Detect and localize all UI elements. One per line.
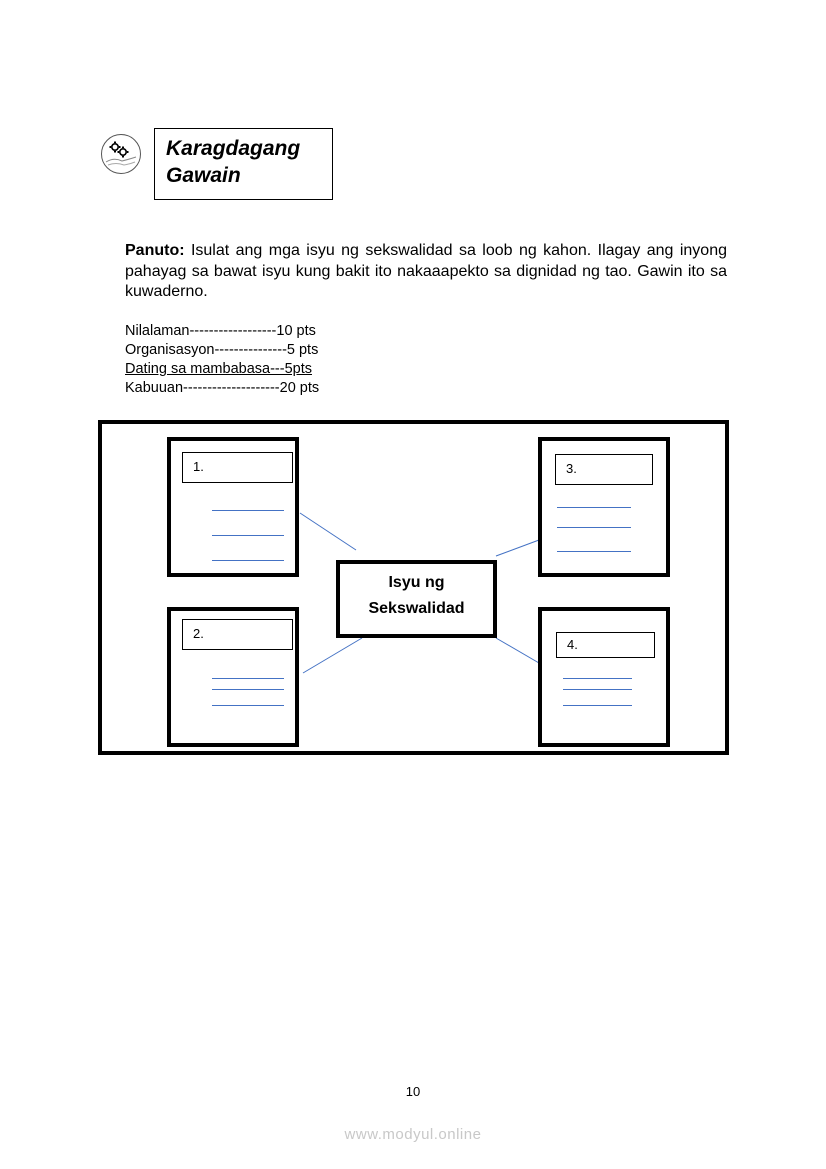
issue-label-box-1[interactable]: 1. <box>182 452 293 483</box>
center-topic-line1: Isyu ng <box>388 574 445 591</box>
answer-line <box>563 705 632 706</box>
answer-line <box>563 678 632 679</box>
issue-label-box-2[interactable]: 2. <box>182 619 293 650</box>
instructions-text: Isulat ang mga isyu ng sekswalidad sa loob ng kahon. Ilagay ang inyong pahayag sa bawat isyu kung bakit ito nakaaapekto sa dignidad ng tao. Gawin ito sa kuwaderno. <box>125 242 727 300</box>
watermark: www.modyul.online <box>344 1126 482 1143</box>
answer-line <box>212 560 284 561</box>
instructions <box>125 241 727 303</box>
center-topic-box <box>336 560 497 638</box>
answer-line <box>212 535 284 536</box>
instructions-label: Panuto: <box>125 242 185 259</box>
section-title-box <box>154 128 333 200</box>
rubric-item-organisasyon: Organisasyon---------------5 pts <box>125 342 319 358</box>
center-topic-line2: Sekswalidad <box>368 600 465 617</box>
answer-line <box>557 551 631 552</box>
answer-line <box>212 689 284 690</box>
page-number: 10 <box>405 1084 421 1099</box>
answer-line <box>557 507 631 508</box>
gears-hand-icon <box>101 134 141 174</box>
answer-line <box>212 678 284 679</box>
rubric-item-dating: Dating sa mambabasa---5pts <box>125 361 312 377</box>
issue-card-1 <box>167 437 299 577</box>
rubric-item-kabuuan: Kabuuan--------------------20 pts <box>125 380 320 396</box>
answer-line <box>557 527 631 528</box>
rubric <box>125 322 319 398</box>
issue-card-2 <box>167 607 299 747</box>
section-title-line1: Karagdagang <box>166 137 301 160</box>
issue-card-3 <box>538 437 670 577</box>
section-title-line2: Gawain <box>166 164 241 187</box>
answer-line <box>212 705 284 706</box>
issue-label-box-3[interactable]: 3. <box>555 454 653 485</box>
answer-line <box>563 689 632 690</box>
rubric-item-nilalaman: Nilalaman------------------10 pts <box>125 323 316 339</box>
issue-label-box-4[interactable]: 4. <box>556 632 655 658</box>
answer-line <box>212 510 284 511</box>
issue-card-4 <box>538 607 670 747</box>
